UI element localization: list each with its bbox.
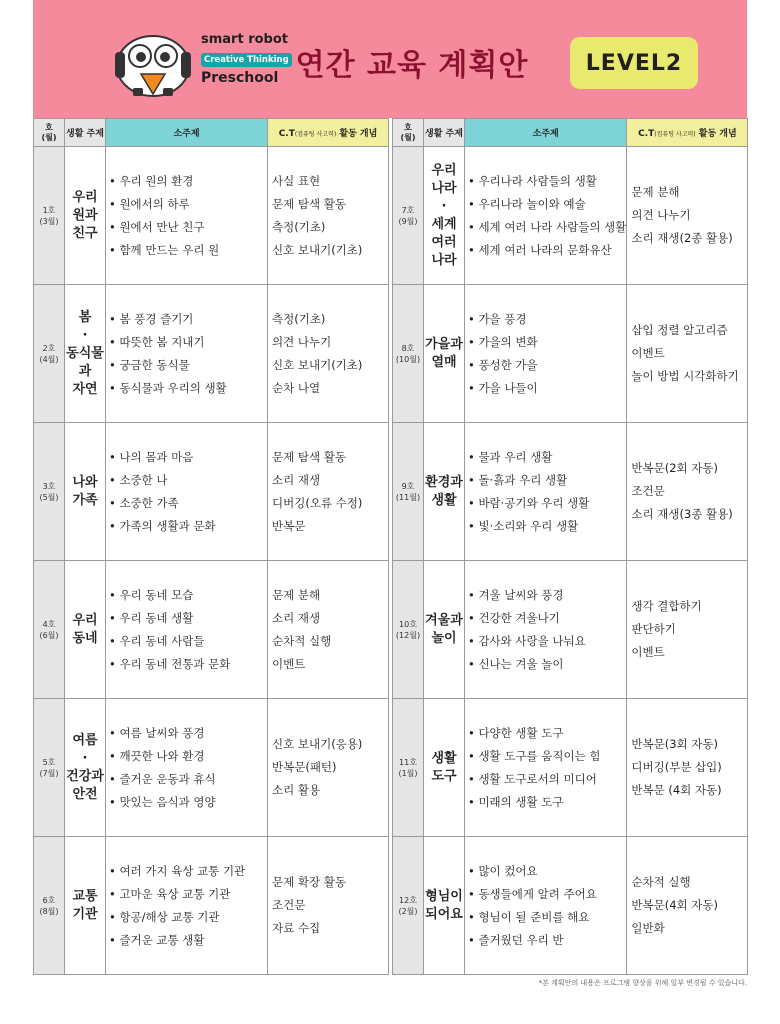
topic-cell <box>106 561 268 699</box>
topic-item: • 동식물과 우리의 생활 <box>109 377 267 400</box>
topic-item: • 형님이 될 준비를 해요 <box>468 906 626 929</box>
issue-month-cell: 5호 (7월) <box>34 699 65 837</box>
subject-cell: 우리 나라 · 세계 여러 나라 <box>424 147 465 285</box>
issue-month-cell: 3호 (5월) <box>34 423 65 561</box>
concept-item: 조건문 <box>631 484 665 498</box>
topic-list <box>109 584 267 676</box>
concept-item: 반복문(패턴) <box>272 760 337 774</box>
table-row <box>34 837 389 975</box>
concept-list <box>631 595 747 664</box>
topic-item: • 따뜻한 봄 지내기 <box>109 331 267 354</box>
concept-item: 측정(기초) <box>272 311 326 326</box>
concept-item: 의견 나누기 <box>272 334 332 349</box>
brand-line1: smart robot <box>201 32 289 47</box>
concept-list <box>272 733 388 802</box>
header-ct: C.T(컴퓨팅 사고력) 활동 개념 <box>627 119 748 147</box>
ct-concept-cell <box>627 147 748 285</box>
topic-item: • 생활 도구로서의 미디어 <box>468 768 626 791</box>
topic-item: • 원에서의 하루 <box>109 193 267 216</box>
concept-item: 이벤트 <box>631 346 665 360</box>
concept-item: 문제 분해 <box>631 185 680 199</box>
plan-table-right <box>392 118 748 975</box>
issue-month-cell: 9호 (11월) <box>393 423 424 561</box>
concept-item: 판단하기 <box>631 622 676 636</box>
subject-cell: 봄 · 동식물 과 자연 <box>65 285 106 423</box>
topic-item: • 가족의 생활과 문화 <box>109 515 267 538</box>
issue-month-cell: 7호 (9월) <box>393 147 424 285</box>
table-row <box>34 285 389 423</box>
ct-concept-cell <box>627 423 748 561</box>
topic-list <box>109 170 267 262</box>
concept-item: 문제 탐색 활동 <box>272 449 346 464</box>
concept-item: 소리 활용 <box>272 783 321 797</box>
issue-month-cell: 6호 (8월) <box>34 837 65 975</box>
topic-cell <box>106 285 268 423</box>
topic-item: • 생활 도구를 움직이는 힘 <box>468 745 626 768</box>
topic-item: • 즐거운 운동과 휴식 <box>109 768 267 791</box>
topic-item: • 우리 동네 전통과 문화 <box>109 653 267 676</box>
subject-cell: 우리 동네 <box>65 561 106 699</box>
topic-list <box>468 722 626 814</box>
table-row <box>34 147 389 285</box>
table-row <box>393 147 748 285</box>
concept-item: 문제 탐색 활동 <box>272 196 346 211</box>
topic-item: • 가을 풍경 <box>468 308 626 331</box>
concept-item: 이벤트 <box>272 656 306 671</box>
header-topic: 소주제 <box>465 119 627 147</box>
issue-month-cell: 1호 (3월) <box>34 147 65 285</box>
header-topic: 소주제 <box>106 119 268 147</box>
topic-list <box>468 170 626 262</box>
topic-item: • 소중한 나 <box>109 469 267 492</box>
topic-item: • 즐거웠던 우리 반 <box>468 929 626 952</box>
topic-item: • 많이 컸어요 <box>468 860 626 883</box>
topic-item: • 우리 동네 모습 <box>109 584 267 607</box>
topic-item: • 가을의 변화 <box>468 331 626 354</box>
topic-cell <box>106 837 268 975</box>
concept-item: 의견 나누기 <box>631 208 691 222</box>
topic-item: • 여러 가지 육상 교통 기관 <box>109 860 267 883</box>
topic-cell <box>465 561 627 699</box>
ct-concept-cell <box>268 285 389 423</box>
ct-concept-cell <box>627 285 748 423</box>
topic-item: • 함께 만드는 우리 원 <box>109 239 267 262</box>
concept-item: 측정(기초) <box>272 219 326 234</box>
ct-concept-cell <box>268 561 389 699</box>
topic-item: • 나의 몸과 마음 <box>109 446 267 469</box>
concept-item: 신호 보내기(기초) <box>272 357 363 372</box>
topic-item: • 건강한 겨울나기 <box>468 607 626 630</box>
concept-list <box>631 871 747 940</box>
robot-mascot-logo <box>113 26 193 98</box>
subject-cell: 가을과 열매 <box>424 285 465 423</box>
concept-item: 문제 확장 활동 <box>272 875 346 889</box>
subject-cell: 교통 기관 <box>65 837 106 975</box>
topic-item: • 돌·흙과 우리 생활 <box>468 469 626 492</box>
topic-item: • 소중한 가족 <box>109 492 267 515</box>
topic-item: • 깨끗한 나와 환경 <box>109 745 267 768</box>
topic-item: • 풍성한 가을 <box>468 354 626 377</box>
concept-item: 디버깅(부분 삽입) <box>631 760 722 774</box>
page-title: 연간 교육 계획안 <box>295 48 529 83</box>
concept-item: 소리 재생 <box>272 472 321 487</box>
topic-item: • 여름 날씨와 풍경 <box>109 722 267 745</box>
issue-month-cell: 11호 (1월) <box>393 699 424 837</box>
subject-cell: 겨울과 놀이 <box>424 561 465 699</box>
table-row <box>393 561 748 699</box>
concept-list <box>272 170 388 262</box>
topic-item: • 궁금한 동식물 <box>109 354 267 377</box>
topic-item: • 빛·소리와 우리 생활 <box>468 515 626 538</box>
concept-item: 반복문 <box>272 518 306 533</box>
topic-list <box>468 308 626 400</box>
issue-month-cell: 12호 (2월) <box>393 837 424 975</box>
topic-item: • 고마운 육상 교통 기관 <box>109 883 267 906</box>
topic-list <box>109 722 267 814</box>
topic-item: • 봄 풍경 즐기기 <box>109 308 267 331</box>
topic-item: • 우리 원의 환경 <box>109 170 267 193</box>
topic-list <box>468 860 626 952</box>
topic-cell <box>465 423 627 561</box>
subject-cell: 여름 · 건강과 안전 <box>65 699 106 837</box>
topic-cell <box>465 147 627 285</box>
footnote: *본 계획안의 내용은 프로그램 향상을 위해 일부 변경될 수 있습니다. <box>538 979 747 987</box>
concept-item: 디버깅(오류 수정) <box>272 495 363 510</box>
ct-concept-cell <box>268 699 389 837</box>
brand-badge: Creative Thinking <box>201 53 292 67</box>
topic-item: • 우리 동네 사람들 <box>109 630 267 653</box>
topic-item: • 미래의 생활 도구 <box>468 791 626 814</box>
issue-month-cell: 8호 (10월) <box>393 285 424 423</box>
topic-cell <box>465 285 627 423</box>
topic-item: • 물과 우리 생활 <box>468 446 626 469</box>
table-row <box>34 561 389 699</box>
concept-item: 소리 재생(2종 활용) <box>631 231 733 245</box>
topic-list <box>468 584 626 676</box>
concept-item: 순차적 실행 <box>272 633 332 648</box>
concept-item: 삽입 정렬 알고리즘 <box>631 323 728 337</box>
concept-item: 소리 재생(3종 활용) <box>631 507 733 521</box>
concept-list <box>631 733 747 802</box>
table-row <box>393 699 748 837</box>
subject-cell: 우리 원과 친구 <box>65 147 106 285</box>
topic-item: • 맛있는 음식과 영양 <box>109 791 267 814</box>
issue-month-cell: 2호 (4월) <box>34 285 65 423</box>
header-subject: 생활 주제 <box>65 119 106 147</box>
concept-list <box>631 319 747 388</box>
topic-cell <box>106 147 268 285</box>
topic-item: • 세계 여러 나라 사람들의 생활 <box>468 216 626 239</box>
topic-item: • 바람·공기와 우리 생활 <box>468 492 626 515</box>
concept-item: 놀이 방법 시각화하기 <box>631 369 739 383</box>
subject-cell: 형님이 되어요 <box>424 837 465 975</box>
concept-item: 조건문 <box>272 898 306 912</box>
table-row <box>393 837 748 975</box>
concept-item: 반복문(3회 자동) <box>631 737 718 751</box>
concept-item: 문제 분해 <box>272 587 321 602</box>
ct-concept-cell <box>268 147 389 285</box>
header-subject: 생활 주제 <box>424 119 465 147</box>
concept-list <box>272 584 388 676</box>
concept-item: 반복문 (4회 자동) <box>631 783 722 797</box>
header-ct: C.T(컴퓨팅 사고력) 활동 개념 <box>268 119 389 147</box>
concept-item: 신호 보내기(기초) <box>272 242 363 257</box>
topic-item: • 우리나라 사람들의 생활 <box>468 170 626 193</box>
ct-concept-cell <box>268 423 389 561</box>
topic-item: • 즐거운 교통 생활 <box>109 929 267 952</box>
topic-item: • 우리나라 놀이와 예술 <box>468 193 626 216</box>
topic-item: • 동생들에게 알려 주어요 <box>468 883 626 906</box>
concept-list <box>272 871 388 940</box>
ct-concept-cell <box>627 561 748 699</box>
topic-list <box>109 446 267 538</box>
topic-item: • 신나는 겨울 놀이 <box>468 653 626 676</box>
brand-line3: Preschool <box>201 70 279 86</box>
topic-cell <box>106 699 268 837</box>
table-row <box>393 285 748 423</box>
level-badge: LEVEL2 <box>570 37 698 89</box>
topic-cell <box>465 699 627 837</box>
topic-item: • 가을 나들이 <box>468 377 626 400</box>
concept-list <box>631 181 747 250</box>
topic-list <box>468 446 626 538</box>
topic-cell <box>106 423 268 561</box>
concept-item: 반복문(4회 자동) <box>631 898 718 912</box>
topic-item: • 원에서 만난 친구 <box>109 216 267 239</box>
concept-item: 반복문(2회 자동) <box>631 461 718 475</box>
topic-item: • 다양한 생활 도구 <box>468 722 626 745</box>
topic-cell <box>465 837 627 975</box>
concept-item: 신호 보내기(응용) <box>272 737 363 751</box>
concept-item: 이벤트 <box>631 645 665 659</box>
subject-cell: 나와 가족 <box>65 423 106 561</box>
issue-month-cell: 4호 (6월) <box>34 561 65 699</box>
ct-concept-cell <box>627 699 748 837</box>
concept-item: 일반화 <box>631 921 665 935</box>
topic-item: • 세계 여러 나라의 문화유산 <box>468 239 626 262</box>
topic-item: • 겨울 날씨와 풍경 <box>468 584 626 607</box>
concept-item: 순차적 실행 <box>631 875 691 889</box>
issue-month-cell: 10호 (12월) <box>393 561 424 699</box>
table-row <box>393 423 748 561</box>
topic-item: • 우리 동네 생활 <box>109 607 267 630</box>
concept-item: 순차 나열 <box>272 380 321 395</box>
ct-concept-cell <box>268 837 389 975</box>
concept-item: 사실 표현 <box>272 173 321 188</box>
topic-list <box>109 308 267 400</box>
header-ho: 호 (월) <box>393 119 424 147</box>
subject-cell: 생활 도구 <box>424 699 465 837</box>
concept-item: 소리 재생 <box>272 610 321 625</box>
table-row <box>34 699 389 837</box>
ct-concept-cell <box>627 837 748 975</box>
table-row <box>34 423 389 561</box>
concept-item: 생각 결합하기 <box>631 599 702 613</box>
topic-list <box>109 860 267 952</box>
concept-list <box>272 308 388 400</box>
subject-cell: 환경과 생활 <box>424 423 465 561</box>
topic-item: • 항공/해상 교통 기관 <box>109 906 267 929</box>
concept-list <box>272 446 388 538</box>
header-ho: 호 (월) <box>34 119 65 147</box>
concept-item: 자료 수집 <box>272 921 321 935</box>
plan-table-left <box>33 118 389 975</box>
topic-item: • 감사와 사랑을 나눠요 <box>468 630 626 653</box>
concept-list <box>631 457 747 526</box>
